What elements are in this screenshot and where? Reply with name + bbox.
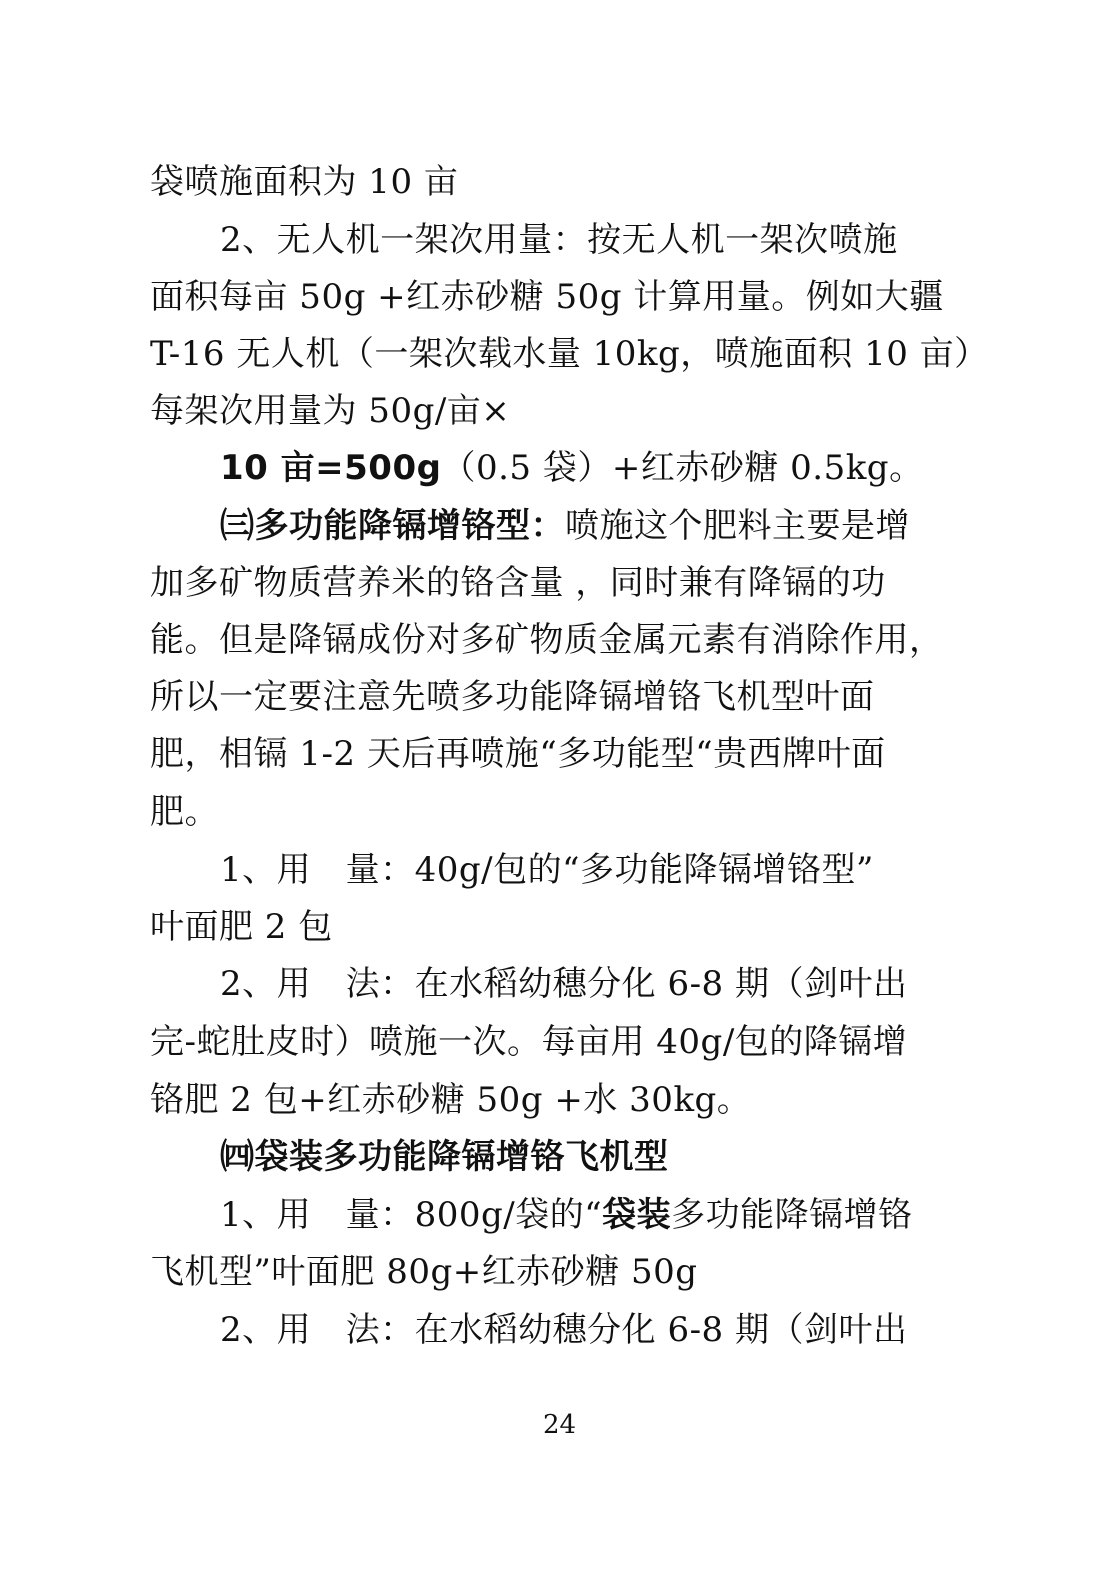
text-line-3: 面积每亩 50g +红赤砂糖 50g 计算用量。例如大疆 (150, 277, 944, 317)
bold-quantity: 10 亩=500g (220, 448, 442, 488)
page-number: 24 (542, 1410, 577, 1440)
text-line-15: 2、用 法：在水稻幼穗分化 6-8 期（剑叶出 (220, 964, 908, 1004)
text-line-1: 袋喷施面积为 10 亩 (150, 162, 459, 202)
text-line-13: 1、用 量：40g/包的“多功能降镉增铬型” (220, 850, 874, 890)
text-line-4: T-16 无人机（一架次载水量 10kg，喷施面积 10 亩） (150, 334, 989, 374)
text-line-9: 能。但是降镉成份对多矿物质金属元素有消除作用， (150, 620, 944, 660)
text-line-12: 肥。 (150, 792, 219, 832)
section-heading-4 (220, 1137, 669, 1177)
text-line-6: 10 亩=500g（0.5 袋）+红赤砂糖 0.5kg。 (220, 448, 924, 488)
section-title-3: ㈢多功能降镉增铬型： (220, 506, 565, 546)
section-heading-3: ㈢多功能降镉增铬型：喷施这个肥料主要是增 (220, 506, 910, 546)
text-line-16: 完-蛇肚皮时）喷施一次。每亩用 40g/包的降镉增 (150, 1022, 908, 1062)
text-line-19: 1、用 量：800g/袋的“袋装多功能降镉增铬 (220, 1195, 913, 1235)
text-line-14: 叶面肥 2 包 (150, 907, 333, 947)
text-line-11: 肥，相镉 1-2 天后再喷施“多功能型“贵西牌叶面 (150, 734, 886, 774)
text-line-2: 2、无人机一架次用量：按无人机一架次喷施 (220, 220, 898, 260)
text-line-8: 加多矿物质营养米的铬含量 ，同时兼有降镉的功 (150, 563, 886, 603)
section-title-4: ㈣袋装多功能降镉增铬飞机型 (220, 1137, 669, 1177)
text-line-17: 铬肥 2 包+红赤砂糖 50g +水 30kg。 (150, 1080, 752, 1120)
bold-bagged: 袋装 (602, 1195, 672, 1235)
text-line-10: 所以一定要注意先喷多功能降镉增铬飞机型叶面 (150, 677, 875, 717)
text-line-20: 飞机型”叶面肥 80g+红赤砂糖 50g (150, 1252, 698, 1292)
text-line-21: 2、用 法：在水稻幼穗分化 6-8 期（剑叶出 (220, 1310, 908, 1350)
text-line-5: 每架次用量为 50g/亩× (150, 391, 511, 431)
